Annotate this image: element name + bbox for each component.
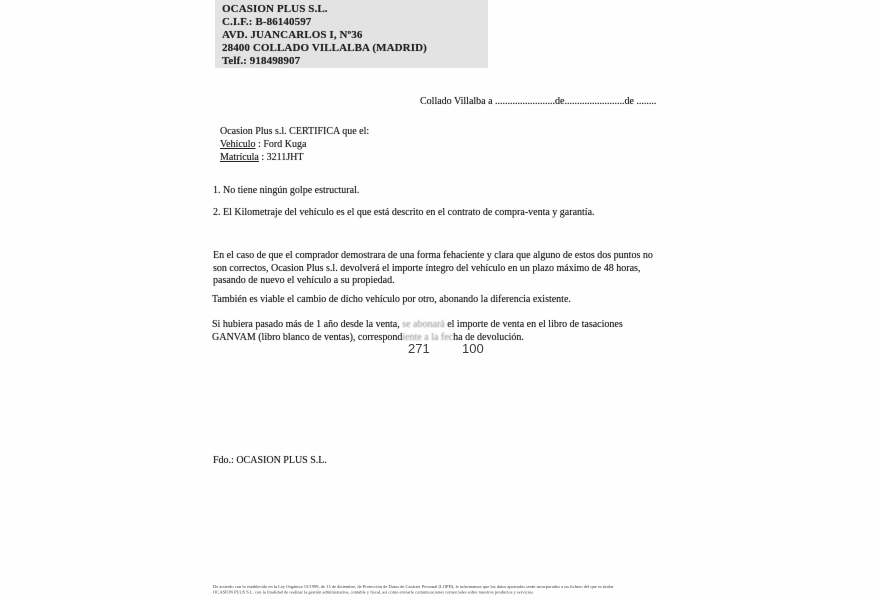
company-header-block xyxy=(215,0,488,68)
certified-point-1: 1. No tiene ningún golpe estructural. xyxy=(213,185,360,196)
ganvam-line2-start: GANVAM (libro blanco de ventas), correspond xyxy=(212,332,403,343)
plate-label: Matrícula xyxy=(220,152,259,163)
certified-point-2: 2. El Kilometraje del vehículo es el que está descrito en el contrato de compra-venta y garantía. xyxy=(213,207,595,218)
vehicle-row xyxy=(220,138,369,151)
lopd-disclaimer-line-1: De acuerdo con lo establecido en la Ley Orgánica 15/1999, de 13 de diciembre, de Protección de Datos de Carácter Personal (LOPD), le informamos que los datos aportados serán incorporados a un fichero del que es titular xyxy=(213,584,614,589)
company-phone: Telf.: 918498907 xyxy=(222,55,301,67)
vehicle-value: : Ford Kuga xyxy=(255,139,307,150)
refund-paragraph xyxy=(213,250,653,288)
plate-row xyxy=(220,151,369,164)
refund-paragraph-line-2: son correctos, Ocasion Plus s.l. devolverá el importe íntegro del vehículo en un plazo máximo de 48 horas, xyxy=(213,262,641,274)
certification-block xyxy=(220,125,369,164)
company-cif: C.I.F.: B-86140597 xyxy=(222,16,312,28)
ganvam-line1-faded: se abonará xyxy=(402,319,445,330)
ganvam-line2-end: ha de devolución. xyxy=(453,332,524,343)
company-name: OCASION PLUS S.L. xyxy=(222,3,328,15)
refund-paragraph-line-3: pasando de nuevo el vehículo a su propiedad. xyxy=(213,275,395,287)
ganvam-paragraph-line-1 xyxy=(212,318,623,331)
ganvam-line2-faded: iente a la fec xyxy=(402,332,454,343)
refund-paragraph-line-1: En el caso de que el comprador demostrara de una forma fehaciente y clara que alguno de estos dos puntos no xyxy=(213,250,653,261)
plate-value: : 3211JHT xyxy=(258,152,304,163)
overlay-number-271: 271 xyxy=(408,341,430,356)
company-city: 28400 COLLADO VILLALBA (MADRID) xyxy=(222,42,427,54)
overlay-number-100: 100 xyxy=(462,341,484,356)
ganvam-line1-end: el importe de venta en el libro de tasaciones xyxy=(444,319,623,330)
company-address: AVD. JUANCARLOS I, Nº36 xyxy=(222,29,363,41)
vehicle-label: Vehículo xyxy=(220,139,256,150)
ganvam-line1-start: Si hubiera pasado más de 1 año desde la venta, xyxy=(212,319,403,330)
signature-line: Fdo.: OCASION PLUS S.L. xyxy=(213,455,327,466)
exchange-paragraph: También es viable el cambio de dicho vehículo por otro, abonando la diferencia existente. xyxy=(212,294,571,305)
lopd-disclaimer-line-2: OCASION PLUS S.L. con la finalidad de realizar la gestión administrativa, contable y fiscal, así como enviarle comunicaciones comerciales sobre nuestros productos y servicios. xyxy=(213,589,535,595)
certify-intro: Ocasion Plus s.l. CERTIFICA que el: xyxy=(220,126,370,137)
date-line: Collado Villalba a ........................de........................de ........ xyxy=(420,96,657,107)
lopd-disclaimer xyxy=(213,584,614,595)
